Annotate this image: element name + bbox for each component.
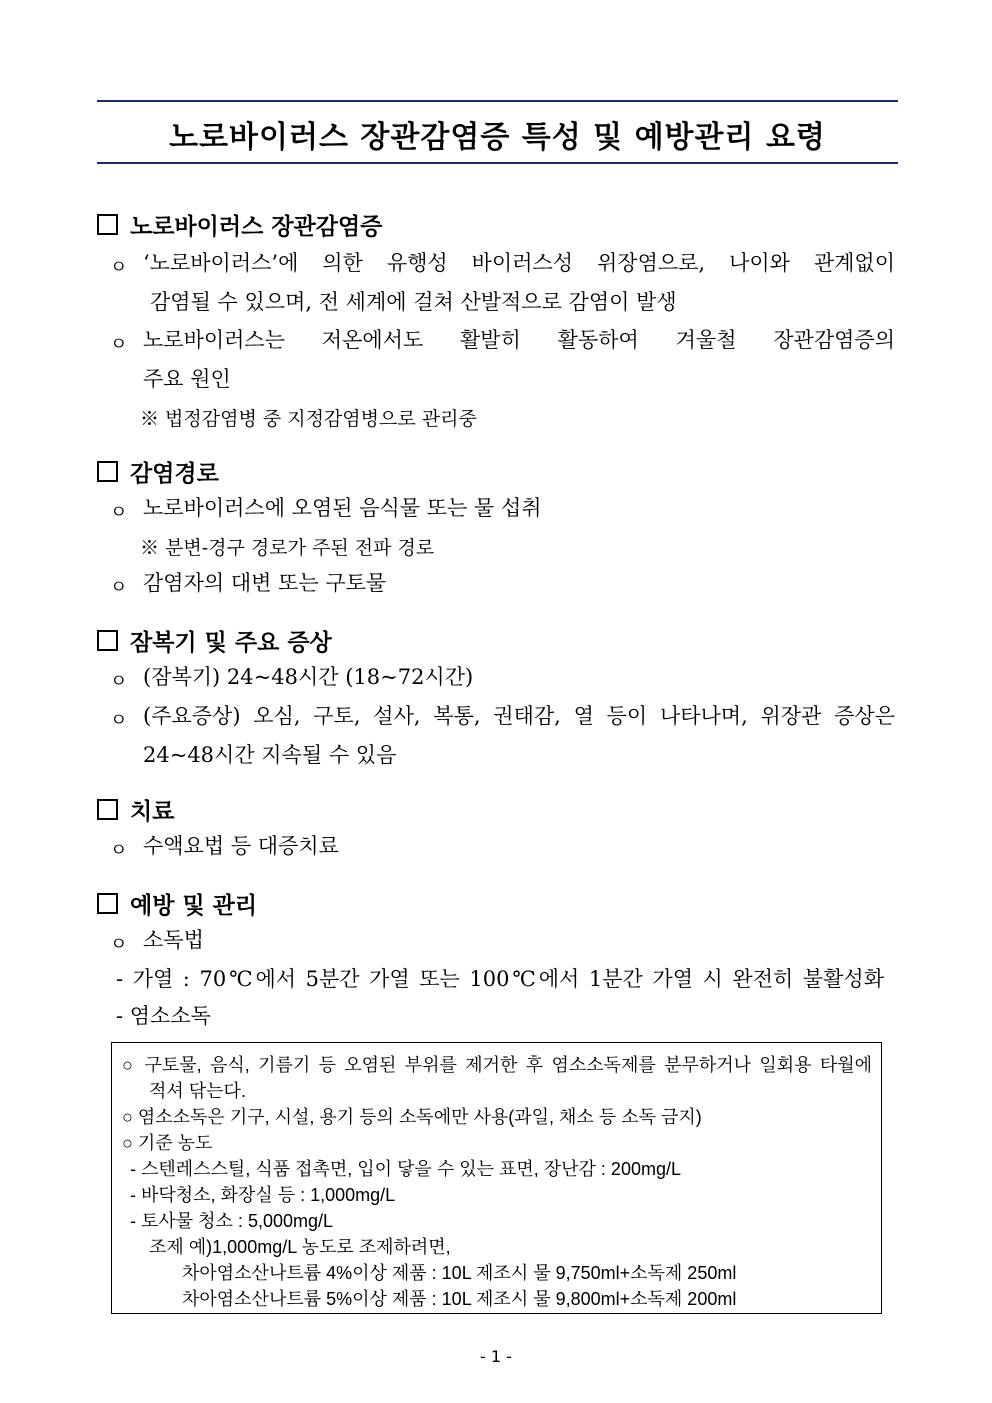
checkbox-square-icon bbox=[97, 461, 118, 482]
checkbox-square-icon bbox=[97, 214, 118, 235]
circle-bullet-icon: ㅇ bbox=[110, 840, 128, 861]
page-title: 노로바이러스 장관감염증 특성 및 예방관리 요령 bbox=[169, 120, 826, 155]
section-heading-treatment: 치료 bbox=[97, 793, 174, 826]
box-line: 조제 예)1,000mg/L 농도로 조제하려면, bbox=[149, 1237, 451, 1257]
box-line: ○ 기준 농도 bbox=[122, 1133, 213, 1153]
circle-bullet-icon: ㅇ bbox=[110, 257, 128, 278]
body-line: (주요증상) 오심, 구토, 설사, 복통, 권태감, 열 등이 나타나며, 위장관 증상은 bbox=[143, 704, 895, 728]
checkbox-square-icon bbox=[97, 893, 118, 914]
body-line: 감염될 수 있으며, 전 세계에 걸쳐 산발적으로 감염이 발생 bbox=[150, 290, 677, 314]
box-line: ○ 구토물, 음식, 기름기 등 오염된 부위를 제거한 후 염소소독제를 분무하거나 일회용 타월에 bbox=[122, 1055, 872, 1075]
section-heading-incubation-symptoms: 잠복기 및 주요 증상 bbox=[97, 624, 332, 657]
dash-line: - 염소소독 bbox=[116, 1004, 211, 1028]
checkbox-square-icon bbox=[97, 630, 118, 651]
circle-bullet-icon: ㅇ bbox=[110, 334, 128, 355]
disinfection-guide-box bbox=[111, 1042, 882, 1314]
body-line: 감염자의 대변 또는 구토물 bbox=[143, 571, 387, 595]
page-number: - 1 - bbox=[480, 1347, 512, 1366]
title-bottom-rule bbox=[97, 162, 898, 164]
body-line: 소독법 bbox=[143, 928, 204, 952]
body-line: (잠복기) 24~48시간 (18~72시간) bbox=[143, 665, 474, 689]
body-line: 노로바이러스에 오염된 음식물 또는 물 섭취 bbox=[143, 496, 542, 520]
box-line: 차아염소산나트륨 5%이상 제품 : 10L 제조시 물 9,800ml+소독제 200ml bbox=[182, 1289, 737, 1309]
body-line: 수액요법 등 대증치료 bbox=[143, 834, 339, 858]
box-line: 적셔 닦는다. bbox=[149, 1081, 246, 1101]
title-top-rule bbox=[97, 100, 898, 102]
section-heading-prevention: 예방 및 관리 bbox=[97, 887, 257, 920]
box-line: 차아염소산나트륨 4%이상 제품 : 10L 제조시 물 9,750ml+소독제 250ml bbox=[182, 1263, 737, 1283]
circle-bullet-icon: ㅇ bbox=[110, 934, 128, 955]
circle-bullet-icon: ㅇ bbox=[110, 710, 128, 731]
section-heading-infection-route: 감염경로 bbox=[97, 455, 219, 488]
dash-line: - 가열 : 70℃에서 5분간 가열 또는 100℃에서 1분간 가열 시 완전히 불활성화 bbox=[116, 967, 884, 991]
checkbox-square-icon bbox=[97, 799, 118, 820]
section-heading-norovirus: 노로바이러스 장관감염증 bbox=[97, 208, 382, 241]
reference-note: ※ 법정감염병 중 지정감염병으로 관리중 bbox=[140, 408, 477, 430]
box-line: ○ 염소소독은 기구, 시설, 용기 등의 소독에만 사용(과일, 채소 등 소독 금지) bbox=[122, 1107, 702, 1127]
box-line: - 토사물 청소 : 5,000mg/L bbox=[130, 1211, 333, 1231]
body-line: 주요 원인 bbox=[143, 367, 231, 391]
box-line: - 바닥청소, 화장실 등 : 1,000mg/L bbox=[130, 1185, 396, 1205]
circle-bullet-icon: ㅇ bbox=[110, 671, 128, 692]
reference-note: ※ 분변-경구 경로가 주된 전파 경로 bbox=[140, 537, 435, 559]
circle-bullet-icon: ㅇ bbox=[110, 502, 128, 523]
box-line: - 스텐레스스틸, 식품 접촉면, 입이 닿을 수 있는 표면, 장난감 : 200mg/L bbox=[130, 1159, 681, 1179]
body-line: ‘노로바이러스’에 의한 유행성 바이러스성 위장염으로, 나이와 관계없이 bbox=[143, 251, 895, 275]
circle-bullet-icon: ㅇ bbox=[110, 577, 128, 598]
body-line: 24~48시간 지속될 수 있음 bbox=[143, 743, 397, 767]
body-line: 노로바이러스는 저온에서도 활발히 활동하여 겨울철 장관감염증의 bbox=[143, 328, 895, 352]
